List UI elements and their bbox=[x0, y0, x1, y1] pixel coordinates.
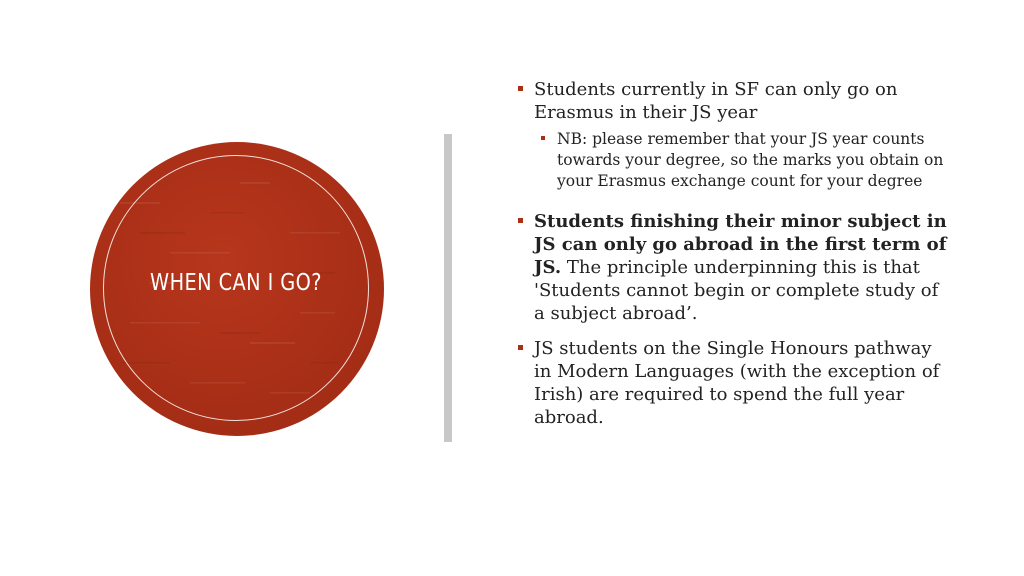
divider-bar bbox=[444, 134, 452, 442]
sub-bullet-item bbox=[541, 129, 948, 192]
bullet-marker bbox=[518, 345, 523, 350]
bullet-item bbox=[518, 337, 948, 429]
slide-title: WHEN CAN I GO? bbox=[150, 270, 322, 296]
bullet-marker bbox=[541, 136, 545, 140]
bullet-marker bbox=[518, 86, 523, 91]
sub-bullet-text: NB: please remember that your JS year counts towards your degree, so the marks you obtain on your Erasmus exchange count for your degree bbox=[557, 130, 944, 190]
bullet-text: Students currently in SF can only go on Erasmus in their JS year bbox=[534, 79, 898, 123]
bullet-marker bbox=[518, 218, 523, 223]
bullet-list bbox=[518, 78, 948, 429]
bullet-text: JS students on the Single Honours pathway in Modern Languages (with the exception of Irish) are required to spend the full year abroad. bbox=[534, 338, 940, 428]
bullet-item bbox=[518, 78, 948, 124]
bullet-text: The principle underpinning this is that 'Students cannot begin or complete study of a subject abroad’. bbox=[534, 257, 939, 324]
bullet-bold-text: Students finishing their minor subject in JS can only go abroad in the first term of JS. bbox=[534, 211, 947, 278]
bullet-item bbox=[518, 210, 948, 325]
